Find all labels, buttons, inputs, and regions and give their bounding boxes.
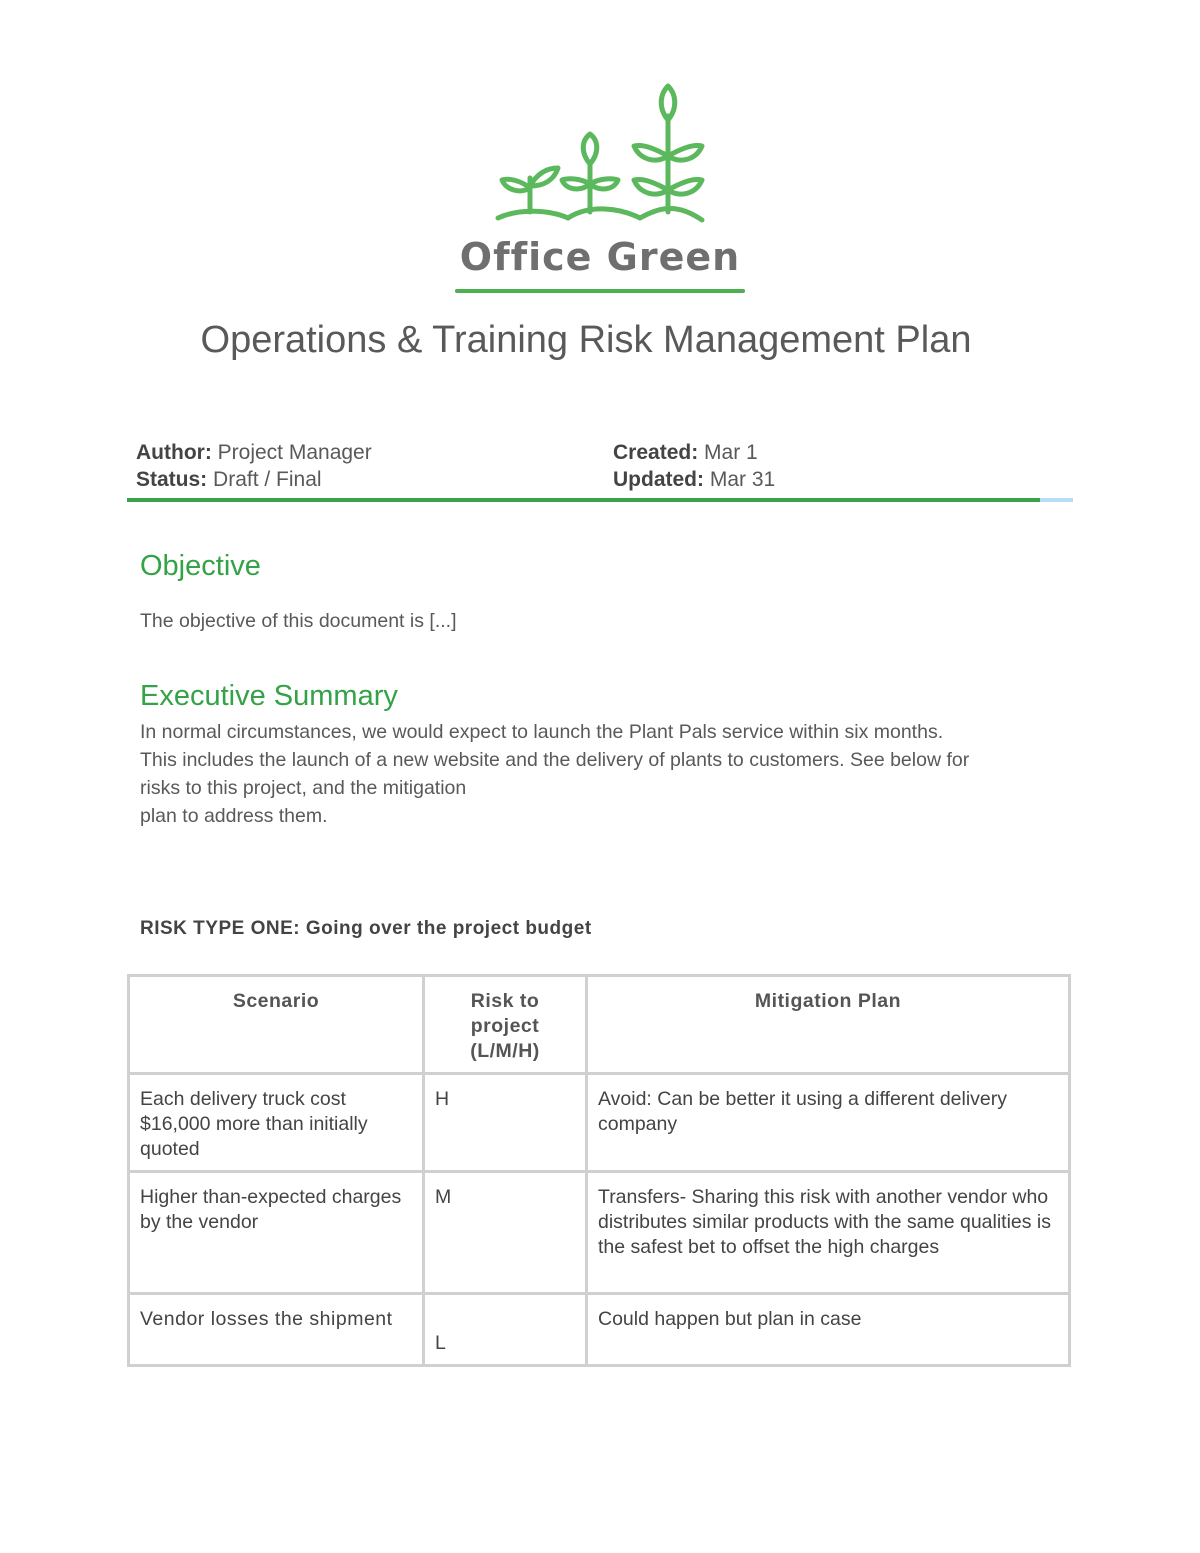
status-label: Status:	[136, 468, 208, 491]
table-row	[129, 1172, 1070, 1294]
objective-text: The objective of this document is [...]	[140, 610, 457, 632]
header-mitigation: Mitigation Plan	[587, 976, 1070, 1074]
mitigation-cell: Transfers- Sharing this risk with another vendor who distributes similar products with the same qualities is the safest bet to offset the high charges	[587, 1172, 1070, 1294]
risk-section-title	[140, 918, 592, 940]
header-scenario: Scenario	[129, 976, 424, 1074]
risk-section-name: Going over the project budget	[305, 918, 592, 939]
objective-heading: Objective	[140, 550, 261, 582]
summary-heading: Executive Summary	[140, 680, 398, 712]
risk-level-cell: L	[424, 1294, 587, 1366]
mitigation-cell: Avoid: Can be better it using a different delivery company	[587, 1074, 1070, 1172]
author-label: Author:	[136, 441, 212, 464]
page-title: Operations & Training Risk Management Plan	[200, 319, 972, 361]
plant-sprouts-icon	[440, 80, 760, 230]
header-risk	[424, 976, 587, 1074]
header-divider	[127, 498, 1073, 502]
brand-underline	[455, 289, 745, 293]
meta-left	[136, 439, 372, 493]
table-row	[129, 1074, 1070, 1172]
risk-level-cell: H	[424, 1074, 587, 1172]
summary-line: This includes the launch of a new website and the delivery of plants to customers. See below for	[140, 749, 970, 771]
updated-value: Mar 31	[709, 468, 776, 491]
mitigation-cell: Could happen but plan in case	[587, 1294, 1070, 1366]
meta-right	[613, 439, 775, 493]
author-line	[136, 439, 372, 466]
updated-label: Updated:	[613, 468, 704, 491]
header-risk-text: Risk to project (L/M/H)	[470, 990, 540, 1062]
summary-line: risks to this project, and the mitigation	[140, 777, 467, 799]
brand-logo	[440, 80, 760, 300]
scenario-cell: Higher than-expected charges by the vendor	[129, 1172, 424, 1294]
risk-level-cell: M	[424, 1172, 587, 1294]
created-line	[613, 439, 775, 466]
updated-line	[613, 466, 775, 493]
risk-table	[127, 974, 1071, 1367]
summary-line: In normal circumstances, we would expect to launch the Plant Pals service within six months.	[140, 721, 944, 743]
scenario-cell: Vendor losses the shipment	[129, 1294, 424, 1366]
created-value: Mar 1	[704, 441, 758, 464]
status-line	[136, 466, 372, 493]
scenario-cell: Each delivery truck cost $16,000 more than initially quoted	[129, 1074, 424, 1172]
brand-name: Office Green	[459, 235, 741, 279]
table-header-row	[129, 976, 1070, 1074]
summary-text	[140, 718, 969, 830]
summary-line: plan to address them.	[140, 805, 328, 827]
author-value: Project Manager	[217, 441, 372, 464]
status-value: Draft / Final	[213, 468, 322, 491]
risk-section-label: RISK TYPE ONE:	[140, 918, 301, 939]
table-row	[129, 1294, 1070, 1366]
created-label: Created:	[613, 441, 699, 464]
